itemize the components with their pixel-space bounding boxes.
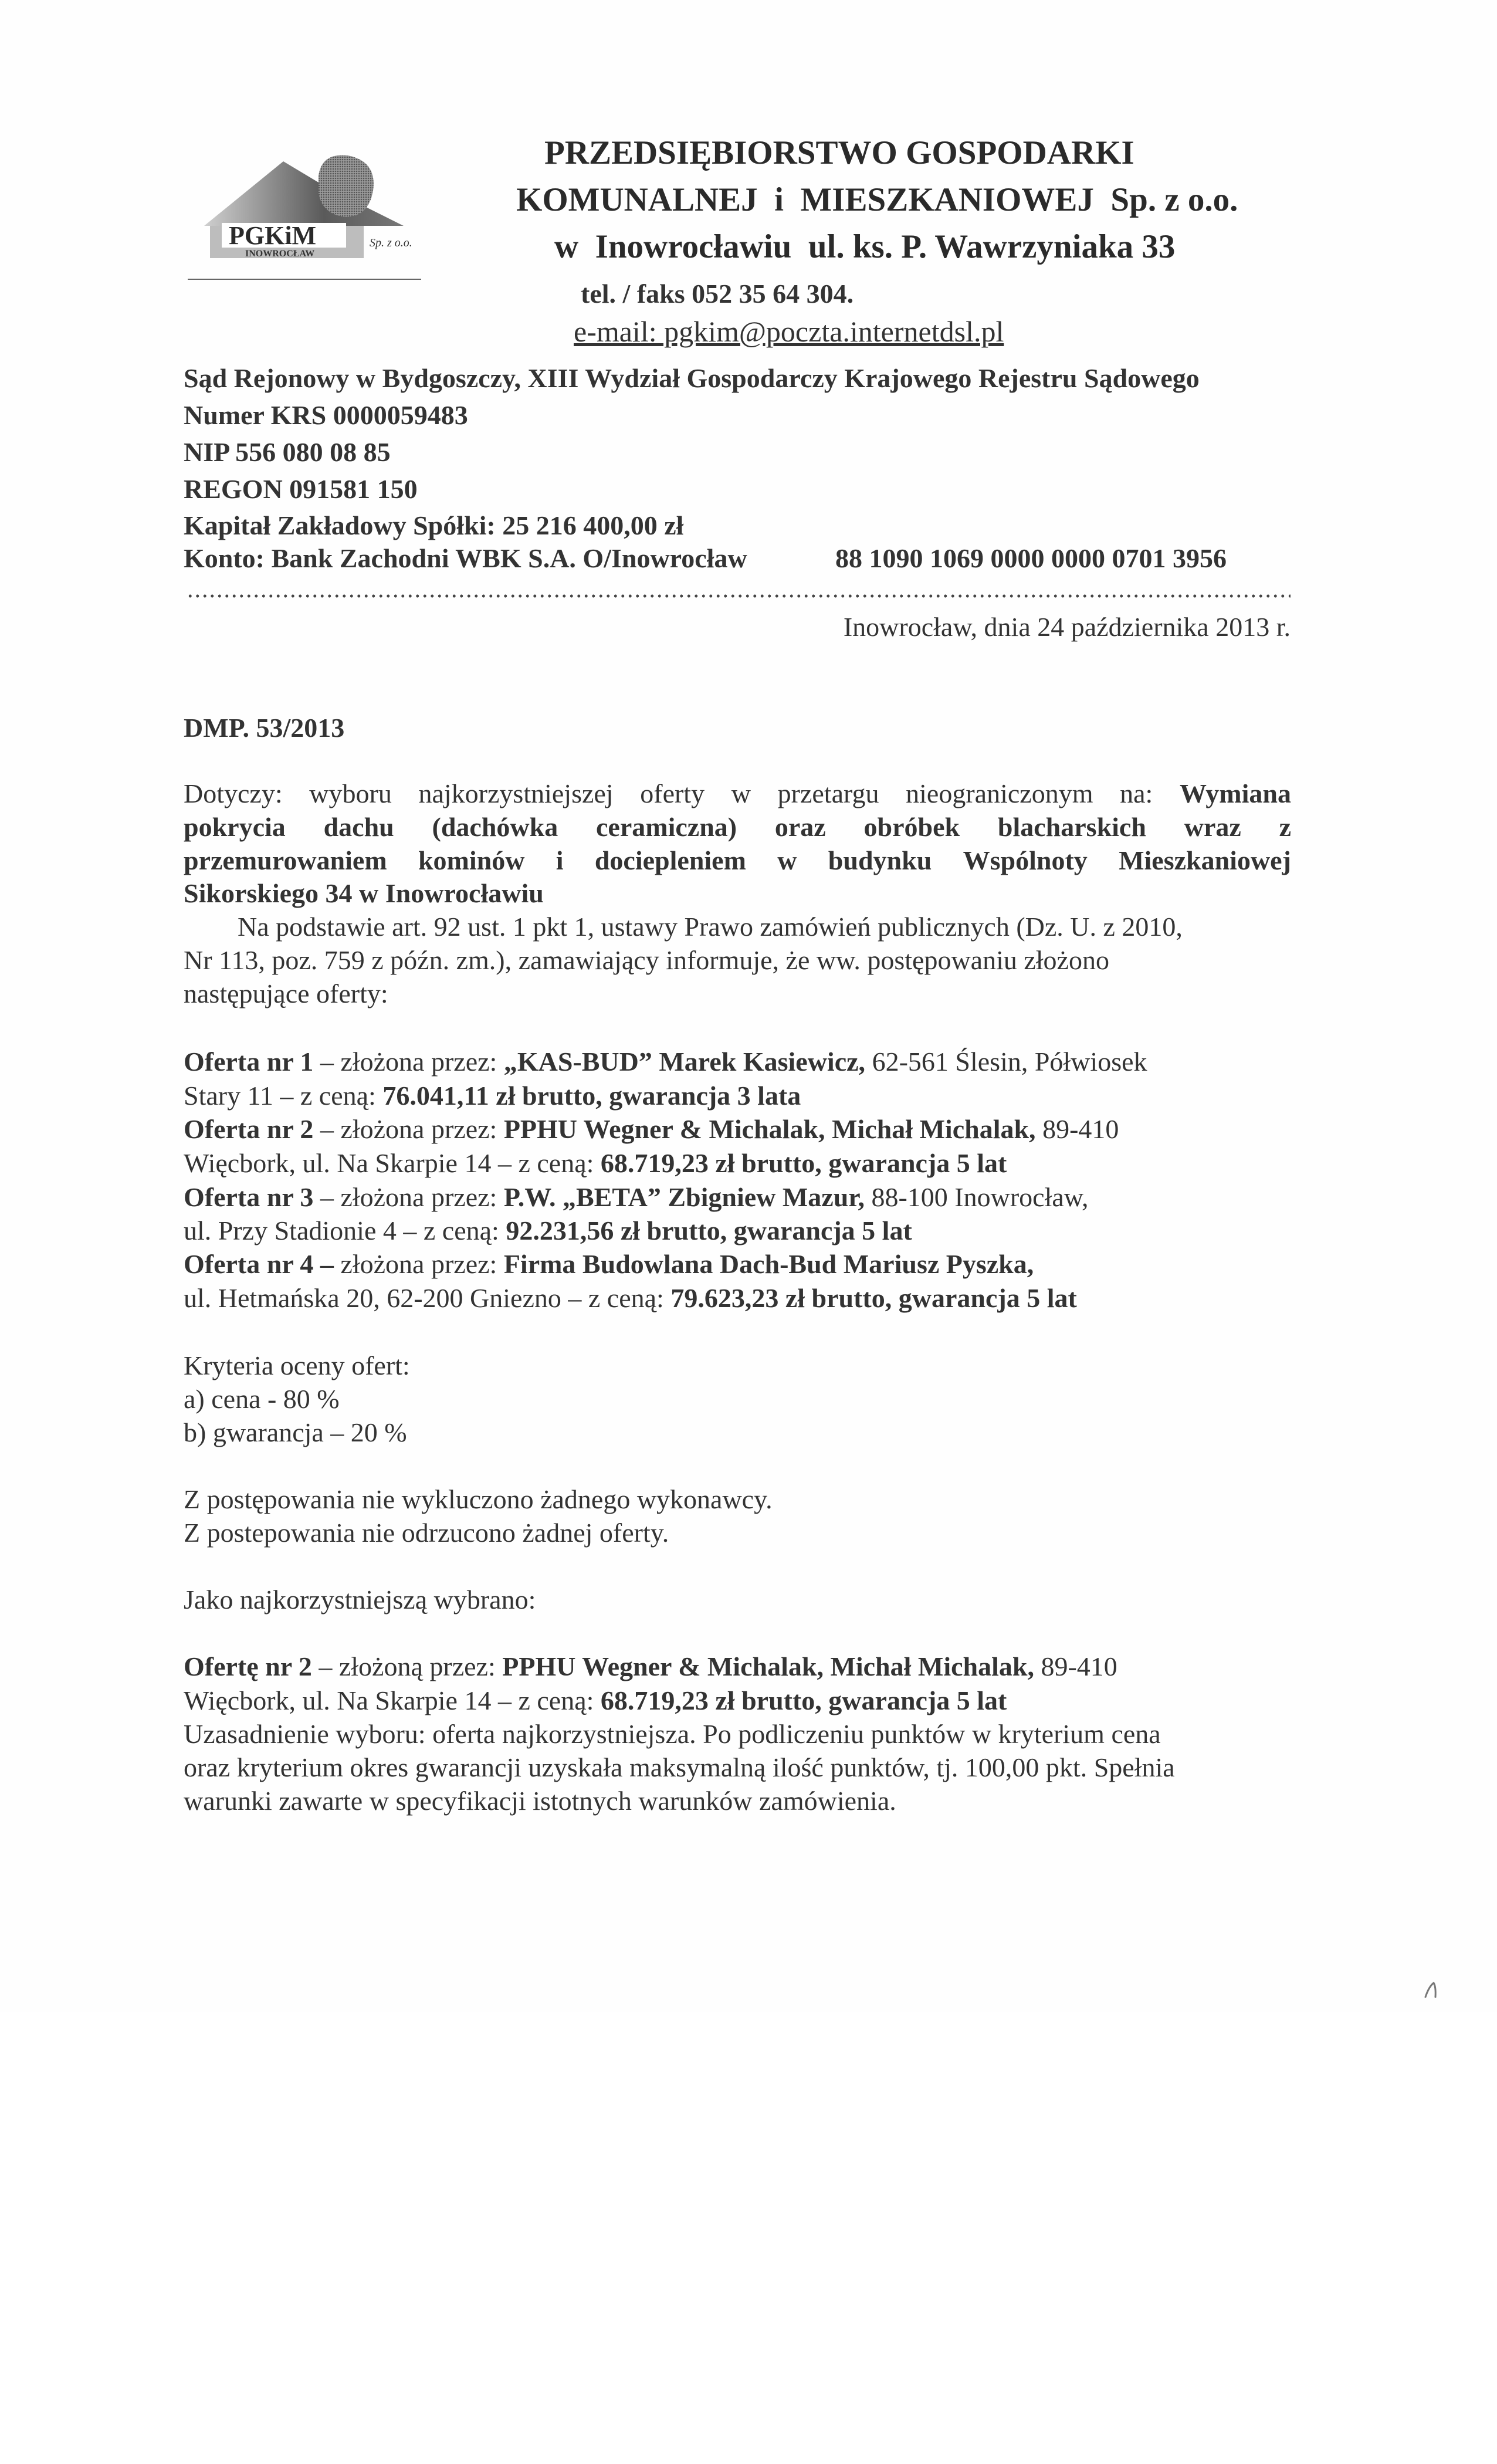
offer-2-line-1 [184, 1116, 1119, 1143]
offer-1-line-1 [184, 1048, 1147, 1075]
offer-address: ul. Przy Stadionie 4 – z ceną: [184, 1216, 506, 1245]
tree-crown [319, 155, 374, 217]
selection-address: 89-410 [1034, 1651, 1117, 1681]
offer-sep: – złożona przez: [313, 1182, 504, 1212]
offer-address: 88-100 Inowrocław, [864, 1182, 1089, 1212]
legal-basis-line-3: następujące oferty: [184, 979, 388, 1008]
offer-label: Oferta nr 1 [184, 1047, 314, 1077]
offer-address: Więcbork, ul. Na Skarpie 14 – z ceną: [184, 1148, 601, 1178]
criteria-item: a) cena - 80 % [184, 1384, 340, 1414]
subject-word: przemurowaniem [184, 845, 387, 875]
offer-bidder: Firma Budowlana Dach-Bud Mariusz Pyszka, [503, 1249, 1034, 1279]
subject-word: dociepleniem [594, 845, 746, 875]
selection-price: 68.719,23 zł brutto, gwarancja 5 lat [600, 1685, 1007, 1715]
subject-line-1 [184, 780, 1291, 807]
company-email-link[interactable]: e-mail: pgkim@poczta.internetdsl.pl [574, 315, 1004, 348]
offer-price: 76.041,11 zł brutto, gwarancja 3 lata [382, 1081, 801, 1111]
subject-word: wyboru [309, 779, 392, 808]
company-name-line1: PRZEDSIĘBIORSTWO GOSPODARKI [544, 134, 1134, 171]
handwritten-page-number [1422, 1978, 1445, 2002]
offer-2-line-2 [184, 1150, 1007, 1177]
subject-word: nieograniczonym [906, 779, 1093, 808]
offer-sep: – złożona przez: [313, 1047, 504, 1077]
exclusion-line-2: Z postepowania nie odrzucono żadnej oferty. [184, 1518, 669, 1548]
separator-dotted-line [187, 594, 1291, 598]
registry-regon: REGON 091581 150 [184, 474, 418, 504]
criteria-item: b) gwarancja – 20 % [184, 1417, 407, 1447]
selection-line-1 [184, 1653, 1117, 1680]
offer-label: Oferta nr 4 – [184, 1249, 334, 1279]
offer-label: Oferta nr 2 [184, 1114, 314, 1144]
offer-price: 92.231,56 zł brutto, gwarancja 5 lat [506, 1216, 912, 1245]
justification-line-2: oraz kryterium okres gwarancji uzyskała maksymalną ilość punktów, tj. 100,00 pkt. Spełnia [184, 1752, 1175, 1782]
offer-sep: – złożona przez: [313, 1114, 504, 1144]
offer-address: Stary 11 – z ceną: [184, 1081, 383, 1111]
criteria-title: Kryteria oceny ofert: [184, 1351, 410, 1380]
company-name-line2: KOMUNALNEJ i MIESZKANIOWEJ Sp. z o.o. [516, 181, 1238, 218]
subject-word: budynku [828, 845, 932, 875]
offer-4-line-1 [184, 1251, 1034, 1278]
company-address: w Inowrocławiu ul. ks. P. Wawrzyniaka 33 [554, 228, 1176, 265]
offer-price: 79.623,23 zł brutto, gwarancja 5 lat [670, 1283, 1077, 1313]
subject-word: Wymiana [1179, 779, 1291, 808]
offer-address: 62-561 Ślesin, Półwiosek [865, 1047, 1147, 1077]
offer-bidder: P.W. „BETA” Zbigniew Mazur, [503, 1182, 865, 1212]
subject-word: wraz [1184, 812, 1241, 842]
document-reference: DMP. 53/2013 [184, 713, 345, 743]
subject-word: dachu [323, 812, 394, 842]
offer-4-line-2 [184, 1285, 1077, 1312]
logo-graphic [187, 135, 421, 282]
subject-word: z [1279, 812, 1291, 842]
offer-1-line-2 [184, 1082, 801, 1109]
selection-intro: Jako najkorzystniejszą wybrano: [184, 1585, 536, 1615]
registry-account-label: Konto: Bank Zachodni WBK S.A. O/Inowrocław [184, 543, 747, 573]
exclusion-line-1: Z postępowania nie wykluczono żadnego wykonawcy. [184, 1484, 773, 1514]
selection-bidder: PPHU Wegner & Michalak, Michał Michalak, [502, 1651, 1034, 1681]
subject-word: w [777, 845, 797, 875]
registry-court: Sąd Rejonowy w Bydgoszczy, XIII Wydział Gospodarczy Krajowego Rejestru Sądowego [184, 363, 1200, 393]
subject-word: oferty [640, 779, 705, 808]
logo-suffix: Sp. z o.o. [370, 236, 412, 249]
offer-3-line-1 [184, 1184, 1089, 1211]
offer-address: ul. Hetmańska 20, 62-200 Gniezno – z ceną: [184, 1283, 671, 1313]
justification-line-1: Uzasadnienie wyboru: oferta najkorzystniejsza. Po podliczeniu punktów w kryterium cena [184, 1719, 1161, 1749]
offer-label: Oferta nr 3 [184, 1182, 314, 1212]
registry-nip: NIP 556 080 08 85 [184, 437, 391, 467]
subject-word: Wspólnoty [963, 845, 1088, 875]
subject-line-2 [184, 814, 1291, 841]
registry-capital: Kapitał Zakładowy Spółki: 25 216 400,00 zł [184, 510, 684, 540]
subject-word: (dachówka [432, 812, 558, 842]
justification-line-3: warunki zawarte w specyfikacji istotnych warunków zamówienia. [184, 1786, 896, 1816]
subject-word: na: [1120, 779, 1153, 808]
subject-word: blacharskich [997, 812, 1146, 842]
subject-word: kominów [418, 845, 525, 875]
selection-line-2 [184, 1687, 1007, 1714]
subject-word: najkorzystniejszej [418, 779, 614, 808]
offer-address: 89-410 [1035, 1114, 1119, 1144]
subject-word: w [731, 779, 751, 808]
roof-shape [204, 161, 404, 226]
registry-account-number: 88 1090 1069 0000 0000 0701 3956 [835, 543, 1227, 573]
logo-text: PGKiM [229, 221, 317, 250]
subject-word: ceramiczna) [596, 812, 737, 842]
date-line: Inowrocław, dnia 24 października 2013 r. [843, 612, 1291, 642]
selection-address: Więcbork, ul. Na Skarpie 14 – z ceną: [184, 1685, 601, 1715]
subject-word: obróbek [863, 812, 960, 842]
subject-word: i [556, 845, 564, 875]
offer-bidder: „KAS-BUD” Marek Kasiewicz, [503, 1047, 866, 1077]
selection-sep: – złożoną przez: [311, 1651, 503, 1681]
offer-sep: złożona przez: [333, 1249, 504, 1279]
offer-bidder: PPHU Wegner & Michalak, Michał Michalak, [503, 1114, 1036, 1144]
logo-subtitle: INOWROCŁAW [245, 249, 315, 259]
subject-word: oraz [774, 812, 826, 842]
company-phone: tel. / faks 052 35 64 304. [581, 279, 854, 309]
company-logo [187, 135, 421, 282]
subject-word: pokrycia [184, 812, 286, 842]
subject-word: przetargu [777, 779, 879, 808]
registry-krs: Numer KRS 0000059483 [184, 400, 468, 430]
legal-basis-line-1: Na podstawie art. 92 ust. 1 pkt 1, ustawy Prawo zamówień publicznych (Dz. U. z 2010, [238, 912, 1183, 942]
subject-word: Mieszkaniowej [1119, 845, 1291, 875]
subject-word: Dotyczy: [184, 779, 283, 808]
subject-line-3 [184, 847, 1291, 874]
subject-line-4: Sikorskiego 34 w Inowrocławiu [184, 878, 544, 908]
page-mark-glyph [1422, 1978, 1445, 2002]
legal-basis-line-2: Nr 113, poz. 759 z późn. zm.), zamawiający informuje, że ww. postępowaniu złożono [184, 945, 1109, 975]
offer-3-line-2 [184, 1217, 912, 1244]
selection-label: Ofertę nr 2 [184, 1651, 312, 1681]
offer-price: 68.719,23 zł brutto, gwarancja 5 lat [600, 1148, 1007, 1178]
